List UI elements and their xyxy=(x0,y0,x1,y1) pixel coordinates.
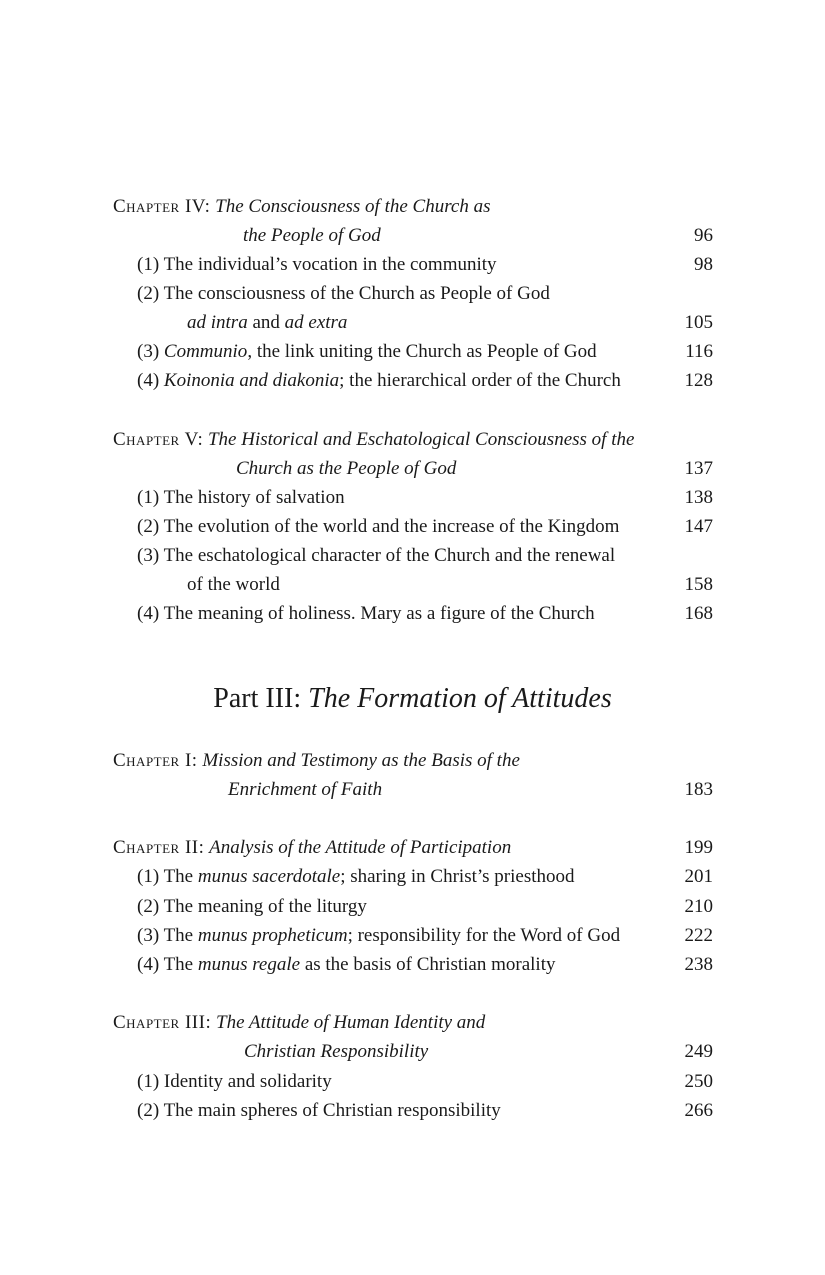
p3-chapter-2-heading: Chapter II: Analysis of the Attitude of Participation 199 xyxy=(0,833,825,862)
p3-chapter-3-page: 249 xyxy=(684,1041,713,1062)
part-3-title: The Formation of Attitudes xyxy=(308,683,612,714)
chapter-5-page: 137 xyxy=(684,458,713,479)
p3-chapter-3-heading-cont: Christian Responsibility 249 xyxy=(0,1037,825,1066)
chapter-4-label: Chapter IV: xyxy=(113,196,211,217)
entry-page: 222 xyxy=(684,925,713,946)
entry-page: 201 xyxy=(684,866,713,887)
toc-entry: (1) Identity and solidarity 250 xyxy=(0,1067,825,1096)
toc-entry: (2) The main spheres of Christian responsibility 266 xyxy=(0,1096,825,1125)
part-3-label: Part III: xyxy=(213,683,302,714)
chapter-5-label: Chapter V: xyxy=(113,429,204,450)
chapter-4-page: 96 xyxy=(694,225,713,246)
part-3-heading xyxy=(0,681,825,717)
entry-page: 168 xyxy=(684,603,713,624)
entry-page: 98 xyxy=(694,254,713,275)
toc-entry: (4) The meaning of holiness. Mary as a figure of the Church 168 xyxy=(0,599,825,628)
toc-entry-cont: ad intra and ad extra 105 xyxy=(0,308,825,337)
entry-page: 210 xyxy=(684,896,713,917)
chapter-4-heading-cont xyxy=(0,221,825,250)
entry-page: 128 xyxy=(684,370,713,391)
toc-entry: (2) The consciousness of the Church as People of God xyxy=(137,283,550,304)
entry-page: 138 xyxy=(684,487,713,508)
chapter-4-heading xyxy=(0,192,825,221)
chapter-5-title-cont: Church as the People of God xyxy=(236,458,457,479)
chapter-5-title: The Historical and Eschatological Consciousness of the xyxy=(207,429,635,450)
entry-page: 158 xyxy=(684,574,713,595)
toc-entry: (3) The eschatological character of the Church and the renewal xyxy=(137,545,616,566)
entry-page: 116 xyxy=(685,341,713,362)
entry-title: The individual’s vocation in the community xyxy=(163,254,497,275)
toc-entry: (3) The munus propheticum; responsibility for the Word of God 222 xyxy=(0,921,825,950)
chapter-4-title: The Consciousness of the Church as xyxy=(215,196,491,217)
p3-chapter-2-page: 199 xyxy=(684,837,713,858)
p3-chapter-1-heading: Chapter I: Mission and Testimony as the Basis of the xyxy=(113,750,520,771)
p3-chapter-1-heading-cont: Enrichment of Faith 183 xyxy=(0,775,825,804)
entry-page: 105 xyxy=(684,312,713,333)
toc-entry: (1) The history of salvation 138 xyxy=(0,483,825,512)
toc-entry: (2) The evolution of the world and the increase of the Kingdom 147 xyxy=(0,512,825,541)
toc-entry: (1) The munus sacerdotale; sharing in Christ’s priesthood 201 xyxy=(0,862,825,891)
toc-entry: (3) Communio, the link uniting the Church as People of God 116 xyxy=(0,337,825,366)
toc-entry: (4) Koinonia and diakonia; the hierarchical order of the Church 128 xyxy=(0,366,825,395)
entry-page: 238 xyxy=(684,954,713,975)
p3-chapter-3-heading: Chapter III: The Attitude of Human Identity and xyxy=(113,1012,486,1033)
toc-entry: (4) The munus regale as the basis of Christian morality 238 xyxy=(0,950,825,979)
toc-entry: (2) The meaning of the liturgy 210 xyxy=(0,892,825,921)
chapter-5-heading-cont xyxy=(0,454,825,483)
entry-title: The consciousness of the Church as People of God xyxy=(163,283,550,304)
toc-entry: (1) The individual’s vocation in the community 98 xyxy=(0,250,825,279)
toc-entry-cont: of the world 158 xyxy=(0,570,825,599)
p3-chapter-1-page: 183 xyxy=(684,779,713,800)
entry-page: 250 xyxy=(684,1071,713,1092)
chapter-5-heading xyxy=(0,425,825,454)
chapter-4-title-cont: the People of God xyxy=(243,225,381,246)
entry-page: 266 xyxy=(684,1100,713,1121)
entry-page: 147 xyxy=(684,516,713,537)
